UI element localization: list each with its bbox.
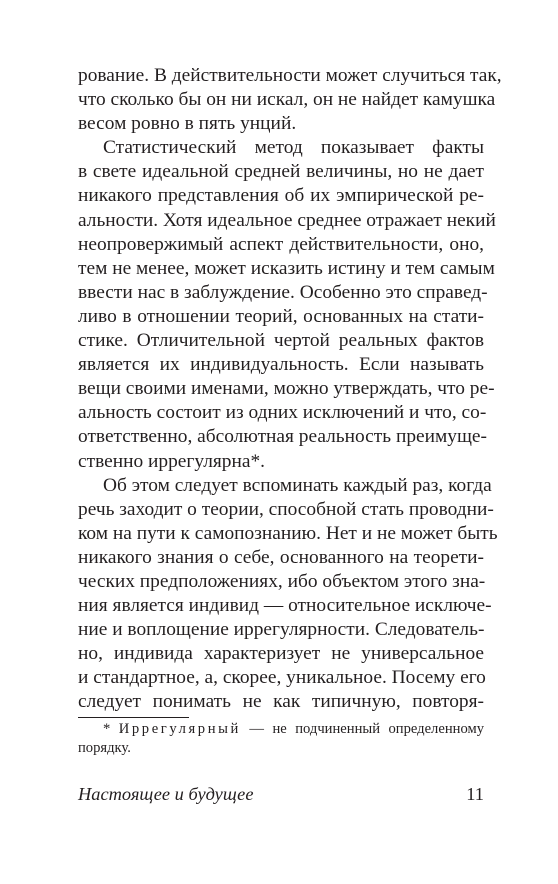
page-body [78, 64, 502, 715]
text-line: ческих предположениях, ибо объектом этого зна- [78, 570, 486, 592]
text-line: никакого знания о себе, основанного на теорети- [78, 546, 484, 568]
text-line: ком на пути к самопознанию. Нет и не может быть [78, 522, 498, 544]
footnote-continuation: порядку. [78, 740, 131, 757]
text-line: речь заходит о теории, способной стать проводни- [78, 498, 494, 520]
running-title: Настоящее и будущее [78, 784, 254, 804]
text-line: что сколько бы он ни искал, он не найдет камушка [78, 89, 496, 111]
text-line: но, индивида характеризует не универсальное [78, 643, 484, 665]
footnote-definition: — не подчиненный определенному [240, 721, 484, 737]
text-line: неопровержимый аспект действительности, оно, [78, 233, 484, 255]
footnote-marker: * [103, 721, 119, 737]
text-line: и стандартное, а, скорее, уникальное. Посему его [78, 667, 486, 689]
text-line: рование. В действительности может случиться так, [78, 65, 502, 86]
page-number: 11 [466, 784, 484, 804]
text-line: ние и воплощение иррегулярности. Следователь- [78, 619, 485, 641]
paragraph-first-line: Об этом следует вспоминать каждый раз, когда [103, 474, 492, 496]
text-line: весом ровно в пять унций. [78, 113, 297, 135]
footnote-divider [78, 717, 189, 718]
text-line: альность состоит из одних исключений и что, со- [78, 402, 487, 424]
text-line: никакого представления об их эмпирической ре- [78, 185, 484, 207]
text-line: тем не менее, может исказить истину и тем самым [78, 257, 495, 279]
text-line: ливо в отношении теорий, основанных на стати- [78, 305, 484, 327]
text-line: ответственно, абсолютная реальность преимуще- [78, 426, 487, 448]
text-line: стике. Отличительной чертой реальных фактов [78, 330, 484, 352]
text-line: следует понимать не как типичную, повторя- [78, 691, 484, 713]
footnote [78, 720, 484, 759]
footnote-term: Иррегулярный [118, 721, 241, 737]
text-line: ввести нас в заблуждение. Особенно это справед- [78, 281, 488, 303]
text-line: альности. Хотя идеальное среднее отражает некий [78, 209, 496, 231]
page-footer [78, 782, 484, 806]
text-line: ния является индивид — относительное исключе- [78, 595, 492, 617]
paragraph-first-line: Статистический метод показывает факты [103, 137, 484, 159]
text-line: ственно иррегулярна*. [78, 450, 266, 472]
footnote-line [78, 720, 484, 739]
text-line: является их индивидуальность. Если называть [78, 354, 484, 376]
text-line: в свете идеальной средней величины, но не дает [78, 161, 484, 183]
text-line: вещи своими именами, можно утверждать, что ре- [78, 378, 495, 400]
